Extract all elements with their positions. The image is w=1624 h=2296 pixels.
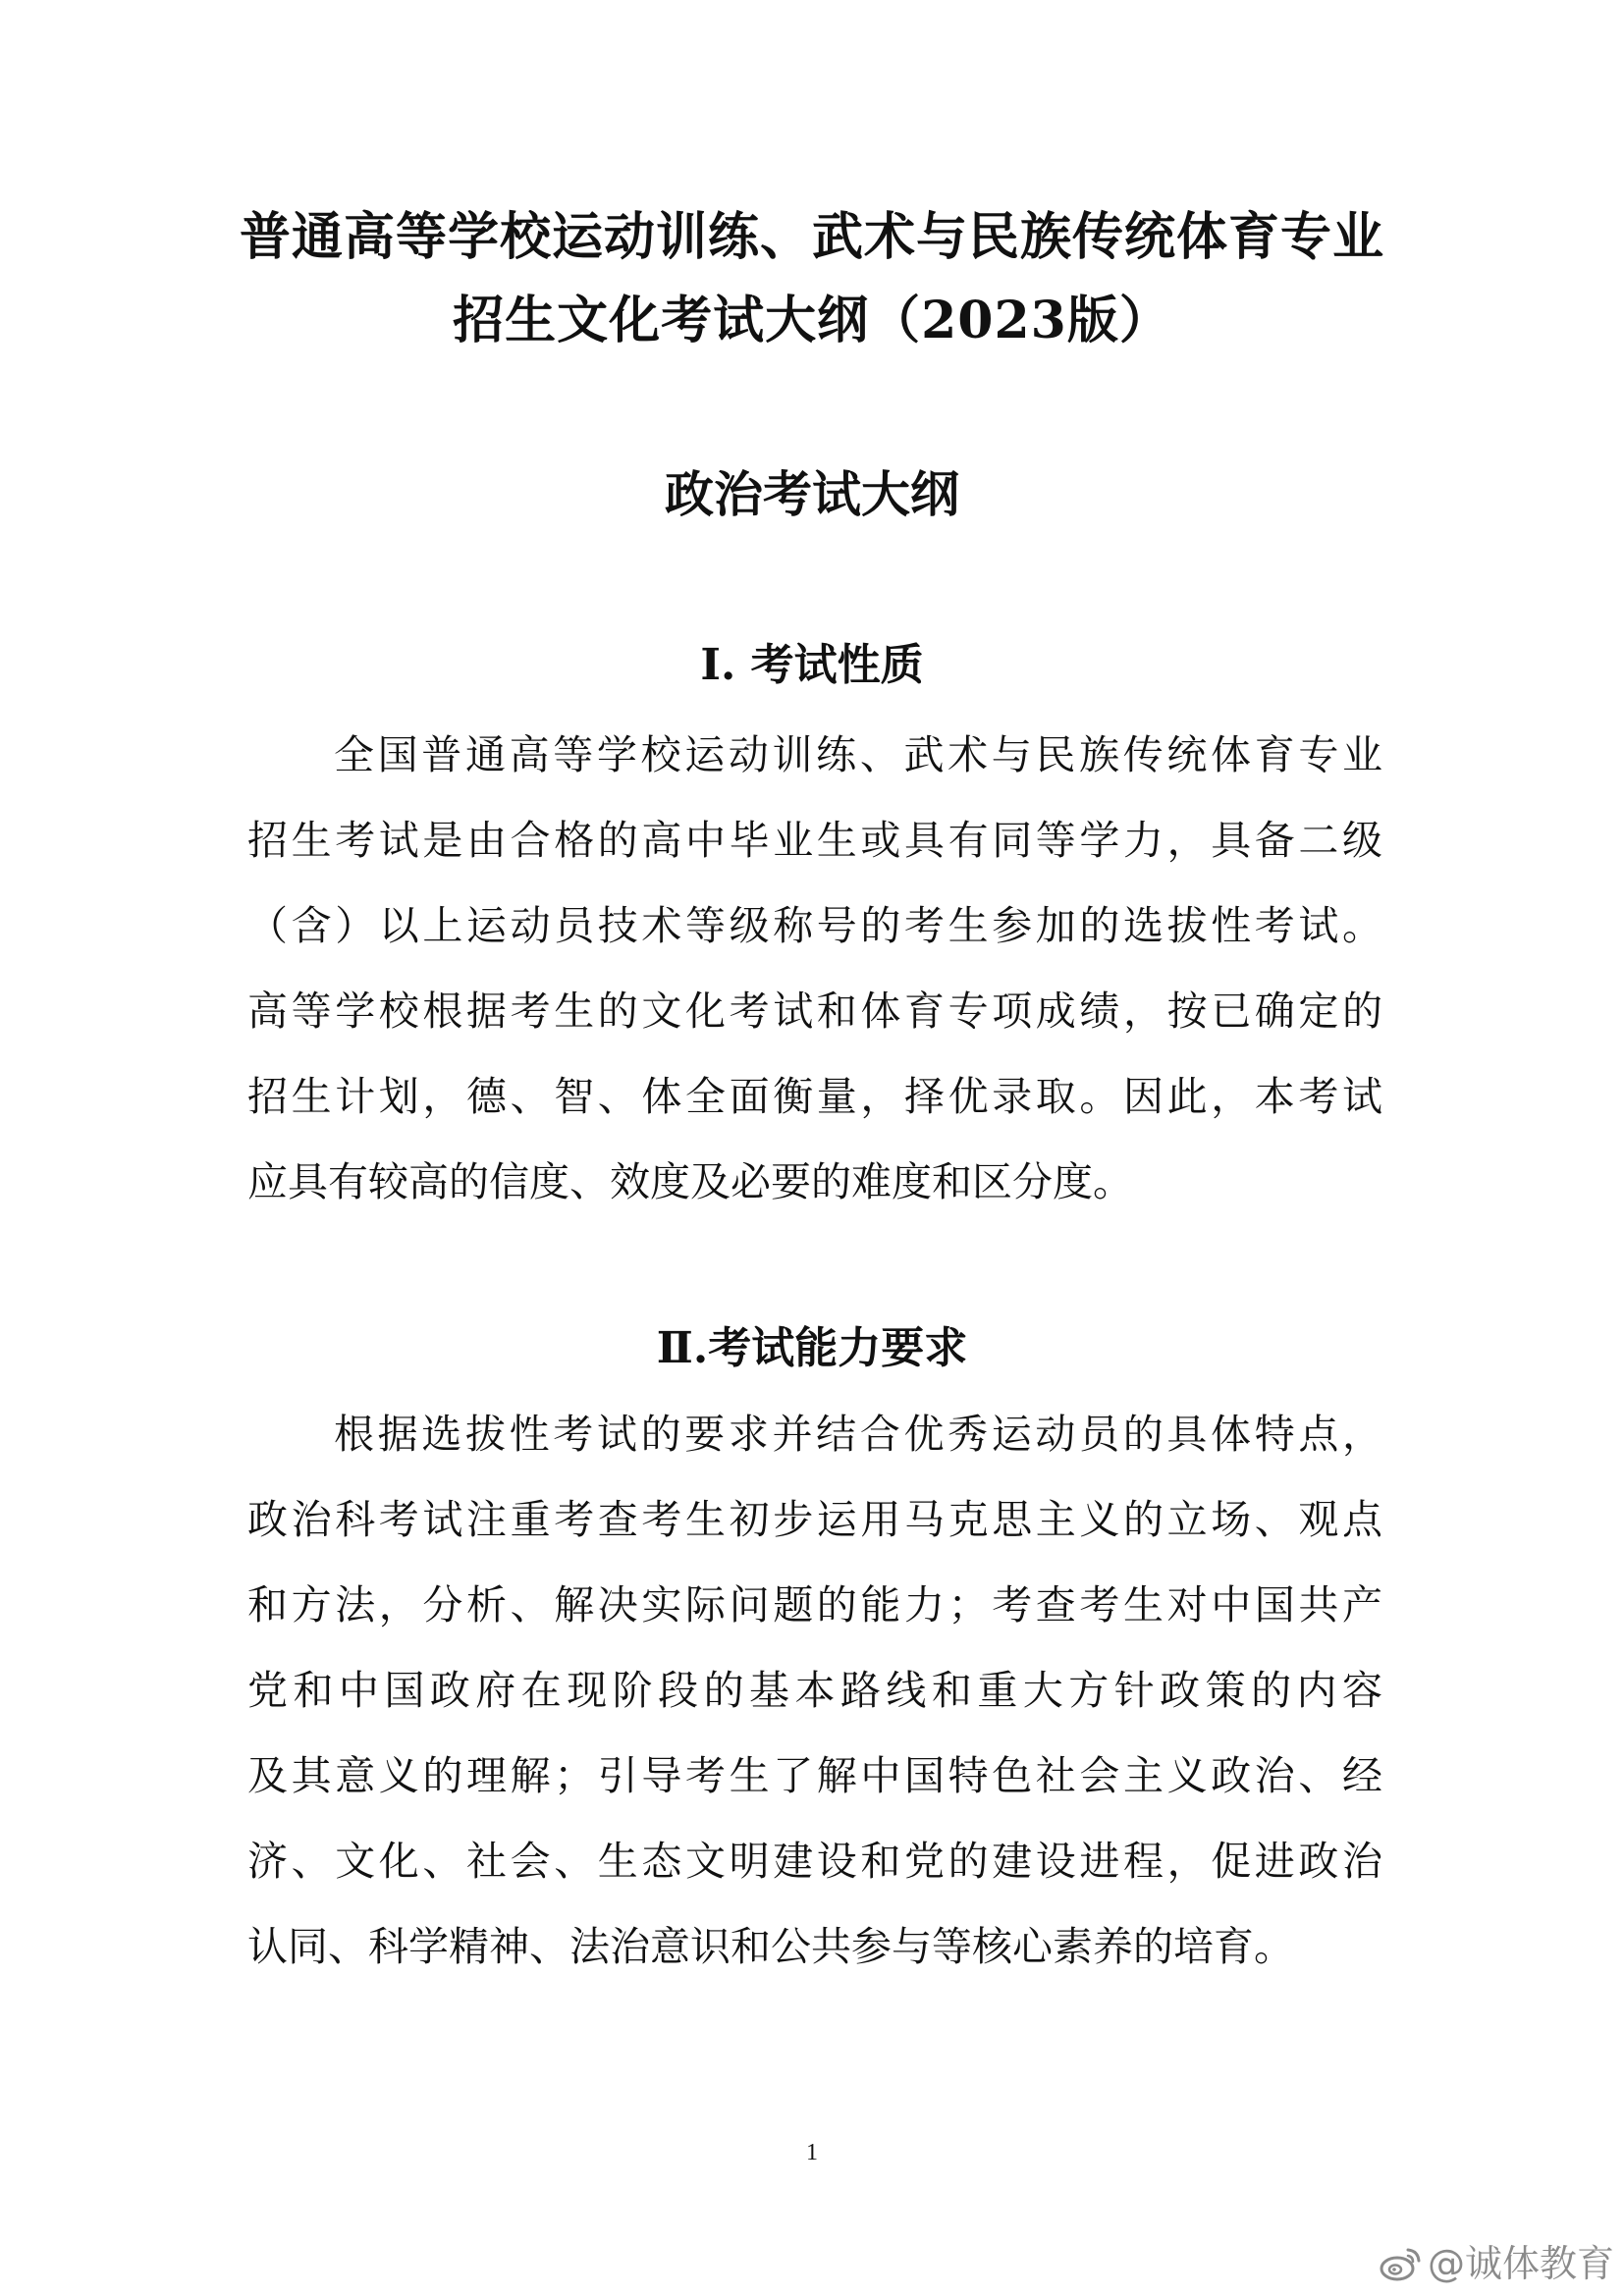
paragraph-line: 政治科考试注重考查考生初步运用马克思主义的立场、观点: [247, 1496, 1382, 1543]
section-2-heading: Ⅱ.考试能力要求: [656, 1323, 968, 1373]
paragraph-line: （含）以上运动员技术等级称号的考生参加的选拔性考试。: [247, 902, 1382, 949]
section-2-paragraph: [247, 1392, 1382, 1990]
watermark-text: @诚体教育: [1427, 2242, 1614, 2285]
document-title-line-1: 普通高等学校运动训练、武术与民族传统体育专业: [239, 207, 1384, 267]
paragraph-line: 应具有较高的信度、效度及必要的难度和区分度。: [247, 1158, 1133, 1205]
paragraph-line: 济、文化、社会、生态文明建设和党的建设进程，促进政治: [247, 1838, 1382, 1885]
section-1-paragraph: [247, 713, 1382, 1225]
section-1-heading: Ⅰ. 考试性质: [700, 640, 924, 690]
paragraph-line: 根据选拔性考试的要求并结合优秀运动员的具体特点，: [334, 1411, 1382, 1458]
paragraph-line: 全国普通高等学校运动训练、武术与民族传统体育专业: [334, 731, 1382, 778]
watermark: [1379, 2240, 1614, 2287]
paragraph-line: 和方法，分析、解决实际问题的能力；考查考生对中国共产: [247, 1581, 1382, 1629]
paragraph-line: 及其意义的理解；引导考生了解中国特色社会主义政治、经: [247, 1752, 1382, 1799]
paragraph-line: 认同、科学精神、法治意识和公共参与等核心素养的培育。: [247, 1923, 1294, 1970]
paragraph-line: 招生计划，德、智、体全面衡量，择优录取。因此，本考试: [247, 1073, 1382, 1120]
paragraph-line: 党和中国政府在现阶段的基本路线和重大方针政策的内容: [247, 1667, 1382, 1714]
subject-title: 政治考试大纲: [665, 465, 959, 523]
page-number: 1: [806, 2140, 818, 2165]
paragraph-line: 高等学校根据考生的文化考试和体育专项成绩，按已确定的: [247, 988, 1382, 1035]
paragraph-line: 招生考试是由合格的高中毕业生或具有同等学力，具备二级: [247, 817, 1382, 864]
document-title-line-2: 招生文化考试大纲（2023版）: [453, 291, 1171, 350]
weibo-icon: [1379, 2245, 1422, 2282]
